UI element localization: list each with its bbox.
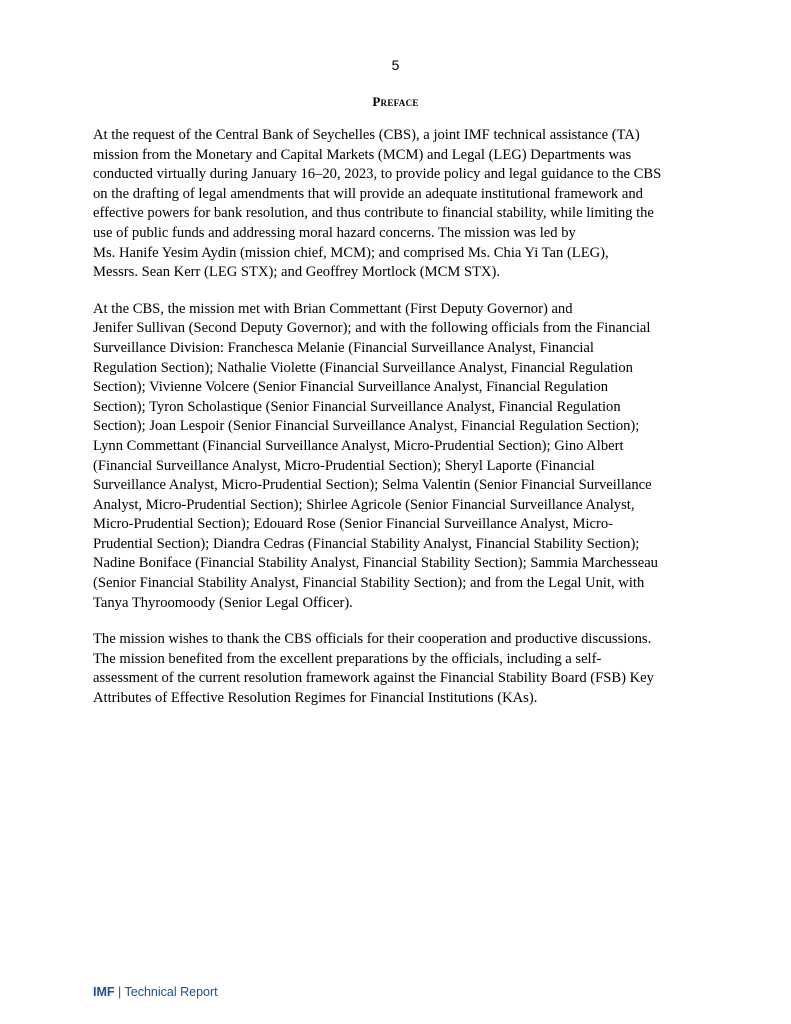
page-number: 5 <box>391 57 400 73</box>
text-line: The mission benefited from the excellent preparations by the officials, including a self- <box>93 650 602 667</box>
text-line: Nadine Boniface (Financial Stability Analyst, Financial Stability Section); Sammia Marchesseau <box>93 555 658 572</box>
text-line: Jenifer Sullivan (Second Deputy Governor); and with the following officials from the Financial <box>93 320 651 337</box>
paragraph-officials <box>93 300 713 614</box>
text-line: effective powers for bank resolution, and thus contribute to financial stability, while limiting the <box>93 205 654 222</box>
text-line: Prudential Section); Diandra Cedras (Financial Stability Analyst, Financial Stability Section); <box>93 535 640 552</box>
text-line: Tanya Thyroomoody (Senior Legal Officer). <box>93 594 353 611</box>
text-line: Section); Joan Lespoir (Senior Financial Surveillance Analyst, Financial Regulation Section); <box>93 418 640 435</box>
text-line: Analyst, Micro-Prudential Section); Shirlee Agricole (Senior Financial Surveillance Analyst, <box>93 496 635 513</box>
text-line: assessment of the current resolution framework against the Financial Stability Board (FSB) Key <box>93 670 654 687</box>
text-line: At the request of the Central Bank of Seychelles (CBS), a joint IMF technical assistance (TA) <box>93 127 640 143</box>
footer-brand: IMF <box>93 985 115 999</box>
text-line: on the drafting of legal amendments that will provide an adequate institutional framework and <box>93 185 643 202</box>
footer <box>93 984 218 1000</box>
footer-separator: | <box>114 985 125 999</box>
text-line: Surveillance Division: Franchesca Melanie (Financial Surveillance Analyst, Financial <box>93 339 594 356</box>
text-line: Regulation Section); Nathalie Violette (Financial Surveillance Analyst, Financial Regulation <box>93 359 633 376</box>
text-line: conducted virtually during January 16–20, 2023, to provide policy and legal guidance to the CBS <box>93 166 662 183</box>
text-line: Messrs. Sean Kerr (LEG STX); and Geoffrey Mortlock (MCM STX). <box>93 264 501 281</box>
text-line: (Senior Financial Stability Analyst, Financial Stability Section); and from the Legal Unit, with <box>93 575 645 592</box>
section-heading: Preface <box>372 94 419 109</box>
text-line: Surveillance Analyst, Micro-Prudential Section); Selma Valentin (Senior Financial Surveillance <box>93 477 652 494</box>
paragraph-intro <box>93 126 713 283</box>
text-line: Lynn Commettant (Financial Surveillance Analyst, Micro-Prudential Section); Gino Albert <box>93 437 624 454</box>
text-line: (Financial Surveillance Analyst, Micro-Prudential Section); Sheryl Laporte (Financial <box>93 457 595 474</box>
body-text <box>93 126 713 726</box>
text-line: use of public funds and addressing moral hazard concerns. The mission was led by <box>93 224 576 241</box>
text-line: The mission wishes to thank the CBS officials for their cooperation and productive discussions. <box>93 631 652 648</box>
text-line: mission from the Monetary and Capital Markets (MCM) and Legal (LEG) Departments was <box>93 146 632 163</box>
text-line: Attributes of Effective Resolution Regimes for Financial Institutions (KAs). <box>93 690 538 707</box>
footer-label: Technical Report <box>124 985 218 999</box>
text-line: At the CBS, the mission met with Brian Commettant (First Deputy Governor) and <box>93 300 573 317</box>
text-line: Section); Vivienne Volcere (Senior Financial Surveillance Analyst, Financial Regulation <box>93 379 609 396</box>
paragraph-thanks <box>93 630 713 708</box>
text-line: Micro-Prudential Section); Edouard Rose (Senior Financial Surveillance Analyst, Micro- <box>93 516 613 533</box>
text-line: Section); Tyron Scholastique (Senior Financial Surveillance Analyst, Financial Regulation <box>93 398 621 415</box>
text-line: Ms. Hanife Yesim Aydin (mission chief, MCM); and comprised Ms. Chia Yi Tan (LEG), <box>93 244 609 261</box>
